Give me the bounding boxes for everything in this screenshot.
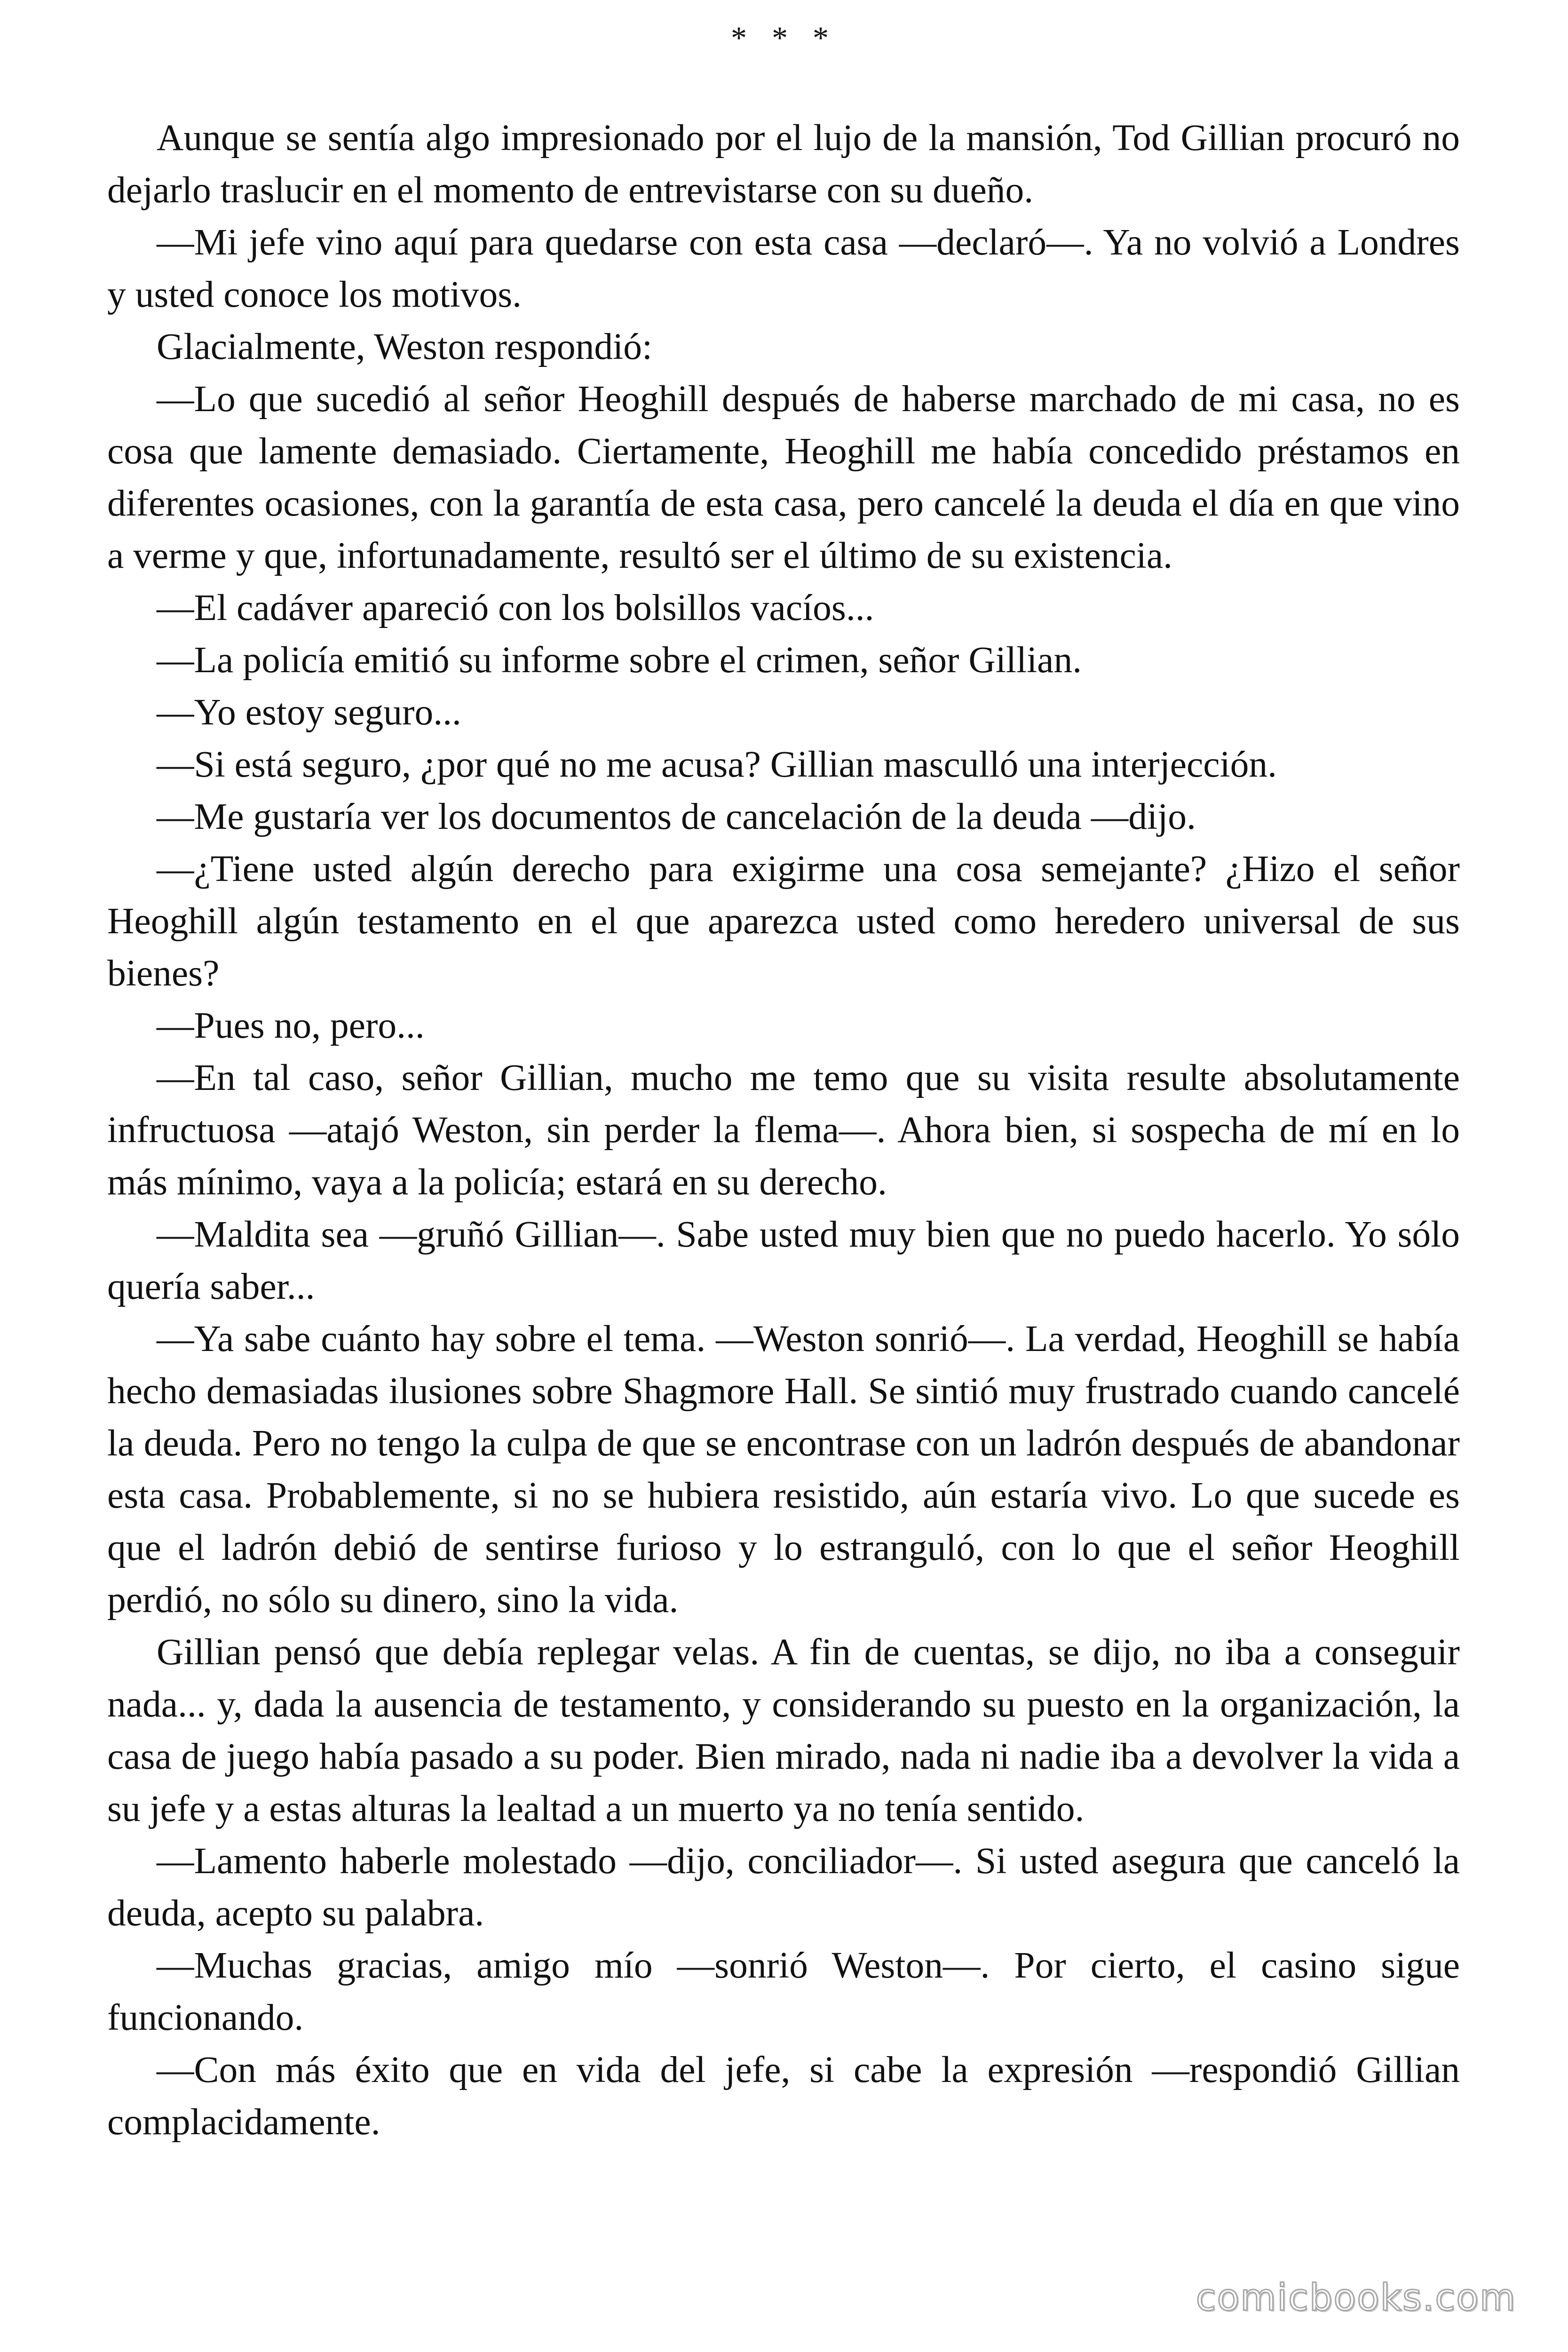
paragraph: Gillian pensó que debía replegar velas. A fin de cuentas, se dijo, no iba a conseguir nada... y, dada la ausencia de testamento, y considerando su puesto en la organización, la casa de juego había pasado a su poder. Bien mirado, nada ni nadie iba a devolver la vida a su jefe y a estas alturas la lealtad a un muerto ya no tenía sentido. (107, 1631, 1460, 1829)
paragraph: —En tal caso, señor Gillian, mucho me temo que su visita resulte absolutamente infructuosa —atajó Weston, sin perder la flema—. Ahora bien, si sospecha de mí en lo más mínimo, vaya a la policía; estará en su derecho. (107, 1057, 1460, 1203)
paragraph: Glacialmente, Weston respondió: (157, 326, 653, 367)
paragraph: —Lamento haberle molestado —dijo, conciliador—. Si usted asegura que canceló la deuda, acepto su palabra. (107, 1840, 1460, 1934)
paragraph: —Con más éxito que en vida del jefe, si cabe la expresión —respondió Gillian complacidamente. (107, 2049, 1460, 2143)
paragraph: —Lo que sucedió al señor Heoghill después de haberse marchado de mi casa, no es cosa que lamente demasiado. Ciertamente, Heoghill me había concedido préstamos en diferentes ocasiones, con la garantía de esta casa, pero cancelé la deuda el día en que vino a verme y que, infortunadamente, resultó ser el último de su existencia. (107, 378, 1460, 576)
paragraph: —La policía emitió su informe sobre el crimen, señor Gillian. (157, 639, 1082, 681)
paragraph: —Me gustaría ver los documentos de cancelación de la deuda —dijo. (157, 796, 1196, 837)
paragraph: —Maldita sea —gruñó Gillian—. Sabe usted muy bien que no puedo hacerlo. Yo sólo quería saber... (107, 1214, 1460, 1307)
paragraph: —Pues no, pero... (157, 1005, 425, 1046)
site-watermark: comicbooks.com (1196, 2277, 1516, 2319)
paragraph: —Ya sabe cuánto hay sobre el tema. —Weston sonrió—. La verdad, Heoghill se había hecho demasiadas ilusiones sobre Shagmore Hall. Se sintió muy frustrado cuando cancelé la deuda. Pero no tengo la culpa de que se encontrase con un ladrón después de abandonar esta casa. Probablemente, si no se hubiera resistido, aún estaría vivo. Lo que sucede es que el ladrón debió de sentirse furioso y lo estranguló, con lo que el señor Heoghill perdió, no sólo su dinero, sino la vida. (107, 1318, 1460, 1621)
paragraph: —Mi jefe vino aquí para quedarse con esta casa —declaró—. Ya no volvió a Londres y usted conoce los motivos. (107, 222, 1460, 315)
paragraph: —El cadáver apareció con los bolsillos vacíos... (157, 587, 874, 628)
paragraph: —Yo estoy seguro... (157, 691, 461, 733)
paragraph: Aunque se sentía algo impresionado por el lujo de la mansión, Tod Gillian procuró no dejarlo traslucir en el momento de entrevistarse con su dueño. (107, 117, 1460, 211)
page-text-body (107, 112, 1460, 2148)
section-separator: * * * (731, 20, 837, 56)
paragraph: —Muchas gracias, amigo mío —sonrió Weston—. Por cierto, el casino sigue funcionando. (107, 1945, 1460, 2038)
paragraph: —Si está seguro, ¿por qué no me acusa? Gillian masculló una interjección. (157, 744, 1277, 785)
paragraph: —¿Tiene usted algún derecho para exigirme una cosa semejante? ¿Hizo el señor Heoghill algún testamento en el que aparezca usted como heredero universal de sus bienes? (107, 848, 1460, 994)
